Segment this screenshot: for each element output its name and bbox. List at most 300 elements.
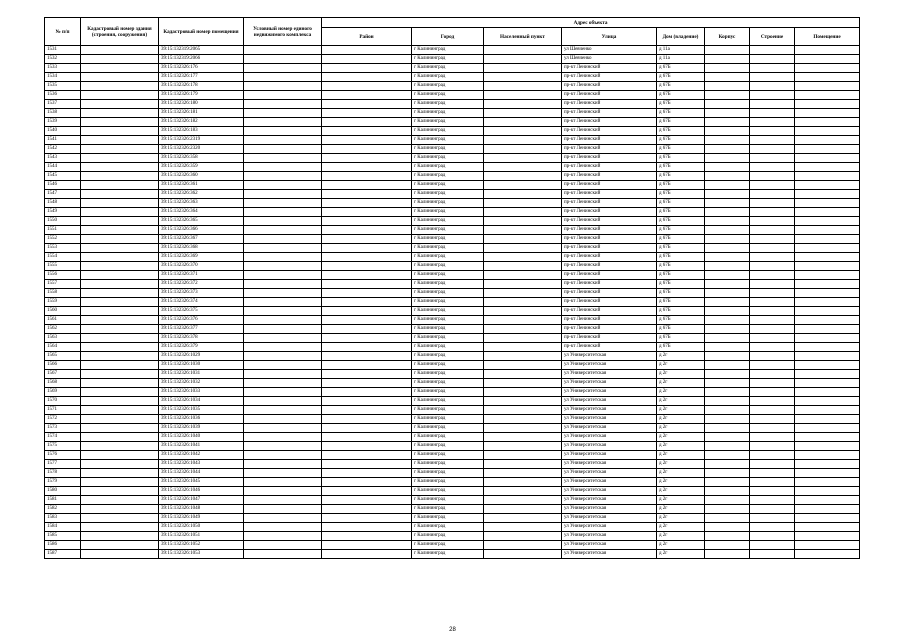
building-cell	[750, 406, 795, 415]
num-cell: 1585	[45, 532, 81, 541]
complex-cell	[244, 361, 322, 370]
num-cell: 1548	[45, 199, 81, 208]
table-row	[45, 397, 860, 406]
premise-cadastral-cell: 39:15:132326:1050	[159, 523, 244, 532]
room-cell	[795, 478, 860, 487]
room-cell	[795, 271, 860, 280]
building-cadastral-cell	[81, 199, 159, 208]
city-cell: г Калининград	[412, 460, 484, 469]
table-row	[45, 208, 860, 217]
city-cell: г Калининград	[412, 262, 484, 271]
street-cell: ул Университетская	[562, 469, 657, 478]
premise-cadastral-cell: 39:15:132326:178	[159, 82, 244, 91]
building-cadastral-cell	[81, 406, 159, 415]
building-cadastral-cell	[81, 379, 159, 388]
room-cell	[795, 136, 860, 145]
room-cell	[795, 46, 860, 55]
num-cell: 1543	[45, 154, 81, 163]
num-cell: 1553	[45, 244, 81, 253]
street-cell: пр-кт Ленинский	[562, 199, 657, 208]
complex-cell	[244, 64, 322, 73]
complex-cell	[244, 307, 322, 316]
header-street: Улица	[562, 28, 657, 46]
house-cell: д 67Б	[657, 172, 705, 181]
building-cadastral-cell	[81, 208, 159, 217]
city-cell: г Калининград	[412, 397, 484, 406]
room-cell	[795, 244, 860, 253]
num-cell: 1552	[45, 235, 81, 244]
premise-cadastral-cell: 39:15:132326:1052	[159, 541, 244, 550]
building-cell	[750, 325, 795, 334]
num-cell: 1586	[45, 541, 81, 550]
street-cell: пр-кт Ленинский	[562, 145, 657, 154]
house-cell: д 67Б	[657, 262, 705, 271]
complex-cell	[244, 199, 322, 208]
settlement-cell	[484, 469, 562, 478]
street-cell: пр-кт Ленинский	[562, 100, 657, 109]
document-page	[44, 17, 859, 559]
num-cell: 1539	[45, 118, 81, 127]
table-row	[45, 316, 860, 325]
korpus-cell	[705, 235, 750, 244]
complex-cell	[244, 514, 322, 523]
korpus-cell	[705, 523, 750, 532]
korpus-cell	[705, 181, 750, 190]
street-cell: пр-кт Ленинский	[562, 226, 657, 235]
korpus-cell	[705, 424, 750, 433]
city-cell: г Калининград	[412, 334, 484, 343]
premise-cadastral-cell: 39:15:132326:370	[159, 262, 244, 271]
complex-cell	[244, 100, 322, 109]
building-cell	[750, 541, 795, 550]
korpus-cell	[705, 127, 750, 136]
settlement-cell	[484, 163, 562, 172]
house-cell: д 2г	[657, 487, 705, 496]
num-cell: 1556	[45, 271, 81, 280]
settlement-cell	[484, 127, 562, 136]
house-cell: д 67Б	[657, 280, 705, 289]
num-cell: 1554	[45, 253, 81, 262]
building-cadastral-cell	[81, 541, 159, 550]
premise-cadastral-cell: 39:15:132326:1041	[159, 442, 244, 451]
header-num: № п/п	[45, 18, 81, 46]
house-cell: д 67Б	[657, 127, 705, 136]
building-cell	[750, 253, 795, 262]
district-cell	[322, 235, 412, 244]
table-row	[45, 532, 860, 541]
complex-cell	[244, 433, 322, 442]
complex-cell	[244, 289, 322, 298]
premise-cadastral-cell: 39:15:132326:364	[159, 208, 244, 217]
building-cadastral-cell	[81, 343, 159, 352]
table-row	[45, 505, 860, 514]
district-cell	[322, 253, 412, 262]
building-cell	[750, 109, 795, 118]
settlement-cell	[484, 334, 562, 343]
city-cell: г Калининград	[412, 100, 484, 109]
building-cadastral-cell	[81, 415, 159, 424]
settlement-cell	[484, 325, 562, 334]
settlement-cell	[484, 370, 562, 379]
street-cell: пр-кт Ленинский	[562, 190, 657, 199]
building-cadastral-cell	[81, 442, 159, 451]
building-cell	[750, 451, 795, 460]
table-row	[45, 487, 860, 496]
num-cell: 1573	[45, 424, 81, 433]
district-cell	[322, 514, 412, 523]
district-cell	[322, 127, 412, 136]
street-cell: пр-кт Ленинский	[562, 136, 657, 145]
settlement-cell	[484, 181, 562, 190]
city-cell: г Калининград	[412, 64, 484, 73]
house-cell: д 11а	[657, 55, 705, 64]
room-cell	[795, 316, 860, 325]
korpus-cell	[705, 172, 750, 181]
korpus-cell	[705, 190, 750, 199]
table-row	[45, 496, 860, 505]
korpus-cell	[705, 370, 750, 379]
table-row	[45, 514, 860, 523]
header-premise-cadastral: Кадастровый номер помещения	[159, 18, 244, 46]
district-cell	[322, 433, 412, 442]
num-cell: 1535	[45, 82, 81, 91]
premise-cadastral-cell: 39:15:132326:2320	[159, 145, 244, 154]
street-cell: ул Университетская	[562, 442, 657, 451]
district-cell	[322, 82, 412, 91]
premise-cadastral-cell: 39:15:132326:1048	[159, 505, 244, 514]
city-cell: г Калининград	[412, 280, 484, 289]
korpus-cell	[705, 289, 750, 298]
building-cadastral-cell	[81, 127, 159, 136]
building-cell	[750, 514, 795, 523]
building-cadastral-cell	[81, 460, 159, 469]
premise-cadastral-cell: 39:15:132326:1039	[159, 424, 244, 433]
building-cell	[750, 415, 795, 424]
district-cell	[322, 145, 412, 154]
num-cell: 1544	[45, 163, 81, 172]
table-row	[45, 55, 860, 64]
building-cell	[750, 181, 795, 190]
house-cell: д 67Б	[657, 136, 705, 145]
complex-cell	[244, 190, 322, 199]
num-cell: 1563	[45, 334, 81, 343]
settlement-cell	[484, 550, 562, 559]
num-cell: 1550	[45, 217, 81, 226]
premise-cadastral-cell: 39:15:132326:376	[159, 316, 244, 325]
room-cell	[795, 190, 860, 199]
district-cell	[322, 451, 412, 460]
room-cell	[795, 289, 860, 298]
street-cell: ул Университетская	[562, 406, 657, 415]
premise-cadastral-cell: 39:15:132326:182	[159, 118, 244, 127]
room-cell	[795, 532, 860, 541]
korpus-cell	[705, 271, 750, 280]
table-row	[45, 64, 860, 73]
settlement-cell	[484, 199, 562, 208]
korpus-cell	[705, 118, 750, 127]
city-cell: г Калининград	[412, 388, 484, 397]
district-cell	[322, 64, 412, 73]
street-cell: ул Университетская	[562, 433, 657, 442]
building-cell	[750, 46, 795, 55]
room-cell	[795, 505, 860, 514]
table-row	[45, 352, 860, 361]
premise-cadastral-cell: 39:15:132326:362	[159, 190, 244, 199]
room-cell	[795, 325, 860, 334]
table-row	[45, 127, 860, 136]
complex-cell	[244, 244, 322, 253]
korpus-cell	[705, 343, 750, 352]
korpus-cell	[705, 433, 750, 442]
district-cell	[322, 136, 412, 145]
korpus-cell	[705, 460, 750, 469]
settlement-cell	[484, 262, 562, 271]
street-cell: ул Университетская	[562, 478, 657, 487]
table-row	[45, 91, 860, 100]
settlement-cell	[484, 505, 562, 514]
street-cell: пр-кт Ленинский	[562, 298, 657, 307]
complex-cell	[244, 478, 322, 487]
num-cell: 1555	[45, 262, 81, 271]
settlement-cell	[484, 352, 562, 361]
num-cell: 1587	[45, 550, 81, 559]
objects-table	[44, 17, 860, 559]
korpus-cell	[705, 379, 750, 388]
street-cell: ул Университетская	[562, 460, 657, 469]
settlement-cell	[484, 343, 562, 352]
premise-cadastral-cell: 39:15:132326:1033	[159, 388, 244, 397]
city-cell: г Калининград	[412, 145, 484, 154]
complex-cell	[244, 469, 322, 478]
complex-cell	[244, 163, 322, 172]
complex-cell	[244, 442, 322, 451]
complex-cell	[244, 496, 322, 505]
building-cell	[750, 172, 795, 181]
street-cell: пр-кт Ленинский	[562, 73, 657, 82]
building-cell	[750, 361, 795, 370]
building-cell	[750, 523, 795, 532]
room-cell	[795, 460, 860, 469]
street-cell: пр-кт Ленинский	[562, 154, 657, 163]
building-cadastral-cell	[81, 73, 159, 82]
house-cell: д 67Б	[657, 298, 705, 307]
street-cell: пр-кт Ленинский	[562, 253, 657, 262]
building-cell	[750, 478, 795, 487]
premise-cadastral-cell: 39:15:132326:372	[159, 280, 244, 289]
korpus-cell	[705, 550, 750, 559]
korpus-cell	[705, 316, 750, 325]
building-cadastral-cell	[81, 91, 159, 100]
building-cell	[750, 550, 795, 559]
complex-cell	[244, 415, 322, 424]
settlement-cell	[484, 460, 562, 469]
settlement-cell	[484, 289, 562, 298]
building-cadastral-cell	[81, 469, 159, 478]
house-cell: д 2г	[657, 370, 705, 379]
city-cell: г Калининград	[412, 442, 484, 451]
premise-cadastral-cell: 39:15:132326:368	[159, 244, 244, 253]
room-cell	[795, 118, 860, 127]
building-cell	[750, 136, 795, 145]
table-row	[45, 73, 860, 82]
house-cell: д 2г	[657, 442, 705, 451]
house-cell: д 2г	[657, 523, 705, 532]
street-cell: пр-кт Ленинский	[562, 262, 657, 271]
premise-cadastral-cell: 39:15:132326:1047	[159, 496, 244, 505]
num-cell: 1540	[45, 127, 81, 136]
premise-cadastral-cell: 39:15:132326:378	[159, 334, 244, 343]
city-cell: г Калининград	[412, 298, 484, 307]
house-cell: д 2г	[657, 514, 705, 523]
house-cell: д 67Б	[657, 271, 705, 280]
street-cell: ул Университетская	[562, 415, 657, 424]
premise-cadastral-cell: 39:15:132326:1042	[159, 451, 244, 460]
room-cell	[795, 343, 860, 352]
complex-cell	[244, 154, 322, 163]
district-cell	[322, 244, 412, 253]
district-cell	[322, 190, 412, 199]
street-cell: пр-кт Ленинский	[562, 91, 657, 100]
building-cell	[750, 487, 795, 496]
premise-cadastral-cell: 39:15:132326:377	[159, 325, 244, 334]
complex-cell	[244, 523, 322, 532]
premise-cadastral-cell: 39:15:132319:2066	[159, 55, 244, 64]
room-cell	[795, 415, 860, 424]
premise-cadastral-cell: 39:15:132326:369	[159, 253, 244, 262]
korpus-cell	[705, 505, 750, 514]
settlement-cell	[484, 73, 562, 82]
premise-cadastral-cell: 39:15:132326:183	[159, 127, 244, 136]
room-cell	[795, 253, 860, 262]
num-cell: 1531	[45, 46, 81, 55]
district-cell	[322, 109, 412, 118]
header-building: Строение	[750, 28, 795, 46]
table-row	[45, 181, 860, 190]
city-cell: г Калининград	[412, 136, 484, 145]
house-cell: д 2г	[657, 388, 705, 397]
district-cell	[322, 487, 412, 496]
building-cell	[750, 334, 795, 343]
building-cadastral-cell	[81, 244, 159, 253]
city-cell: г Калининград	[412, 361, 484, 370]
house-cell: д 2г	[657, 424, 705, 433]
table-row	[45, 298, 860, 307]
table-row	[45, 469, 860, 478]
complex-cell	[244, 532, 322, 541]
premise-cadastral-cell: 39:15:132326:375	[159, 307, 244, 316]
city-cell: г Калининград	[412, 415, 484, 424]
table-row	[45, 433, 860, 442]
building-cell	[750, 289, 795, 298]
complex-cell	[244, 118, 322, 127]
street-cell: пр-кт Ленинский	[562, 109, 657, 118]
district-cell	[322, 91, 412, 100]
city-cell: г Калининград	[412, 505, 484, 514]
page-number: 28	[449, 627, 456, 633]
building-cell	[750, 244, 795, 253]
building-cell	[750, 316, 795, 325]
korpus-cell	[705, 136, 750, 145]
korpus-cell	[705, 325, 750, 334]
building-cell	[750, 379, 795, 388]
complex-cell	[244, 316, 322, 325]
building-cell	[750, 442, 795, 451]
district-cell	[322, 406, 412, 415]
district-cell	[322, 478, 412, 487]
street-cell: пр-кт Ленинский	[562, 307, 657, 316]
room-cell	[795, 217, 860, 226]
room-cell	[795, 361, 860, 370]
city-cell: г Калининград	[412, 91, 484, 100]
district-cell	[322, 73, 412, 82]
city-cell: г Калининград	[412, 469, 484, 478]
city-cell: г Калининград	[412, 181, 484, 190]
street-cell: ул Шевченко	[562, 55, 657, 64]
building-cell	[750, 397, 795, 406]
table-row	[45, 415, 860, 424]
city-cell: г Калининград	[412, 379, 484, 388]
house-cell: д 67Б	[657, 307, 705, 316]
building-cell	[750, 496, 795, 505]
house-cell: д 67Б	[657, 73, 705, 82]
korpus-cell	[705, 262, 750, 271]
building-cell	[750, 118, 795, 127]
premise-cadastral-cell: 39:15:132326:1045	[159, 478, 244, 487]
complex-cell	[244, 73, 322, 82]
complex-cell	[244, 280, 322, 289]
street-cell: ул Университетская	[562, 397, 657, 406]
street-cell: пр-кт Ленинский	[562, 118, 657, 127]
house-cell: д 2г	[657, 541, 705, 550]
settlement-cell	[484, 307, 562, 316]
num-cell: 1546	[45, 181, 81, 190]
table-row	[45, 370, 860, 379]
building-cadastral-cell	[81, 298, 159, 307]
table-row	[45, 136, 860, 145]
premise-cadastral-cell: 39:15:132326:1030	[159, 361, 244, 370]
num-cell: 1571	[45, 406, 81, 415]
num-cell: 1545	[45, 172, 81, 181]
complex-cell	[244, 550, 322, 559]
settlement-cell	[484, 316, 562, 325]
house-cell: д 67Б	[657, 118, 705, 127]
house-cell: д 2г	[657, 550, 705, 559]
room-cell	[795, 145, 860, 154]
complex-cell	[244, 145, 322, 154]
house-cell: д 67Б	[657, 244, 705, 253]
korpus-cell	[705, 487, 750, 496]
complex-cell	[244, 424, 322, 433]
room-cell	[795, 298, 860, 307]
city-cell: г Калининград	[412, 316, 484, 325]
room-cell	[795, 379, 860, 388]
premise-cadastral-cell: 39:15:132326:180	[159, 100, 244, 109]
room-cell	[795, 91, 860, 100]
complex-cell	[244, 127, 322, 136]
room-cell	[795, 154, 860, 163]
premise-cadastral-cell: 39:15:132326:1040	[159, 433, 244, 442]
street-cell: ул Университетская	[562, 424, 657, 433]
building-cadastral-cell	[81, 280, 159, 289]
settlement-cell	[484, 514, 562, 523]
street-cell: ул Университетская	[562, 541, 657, 550]
settlement-cell	[484, 46, 562, 55]
district-cell	[322, 379, 412, 388]
room-cell	[795, 487, 860, 496]
table-row	[45, 406, 860, 415]
header-settlement: Населенный пункт	[484, 28, 562, 46]
room-cell	[795, 100, 860, 109]
